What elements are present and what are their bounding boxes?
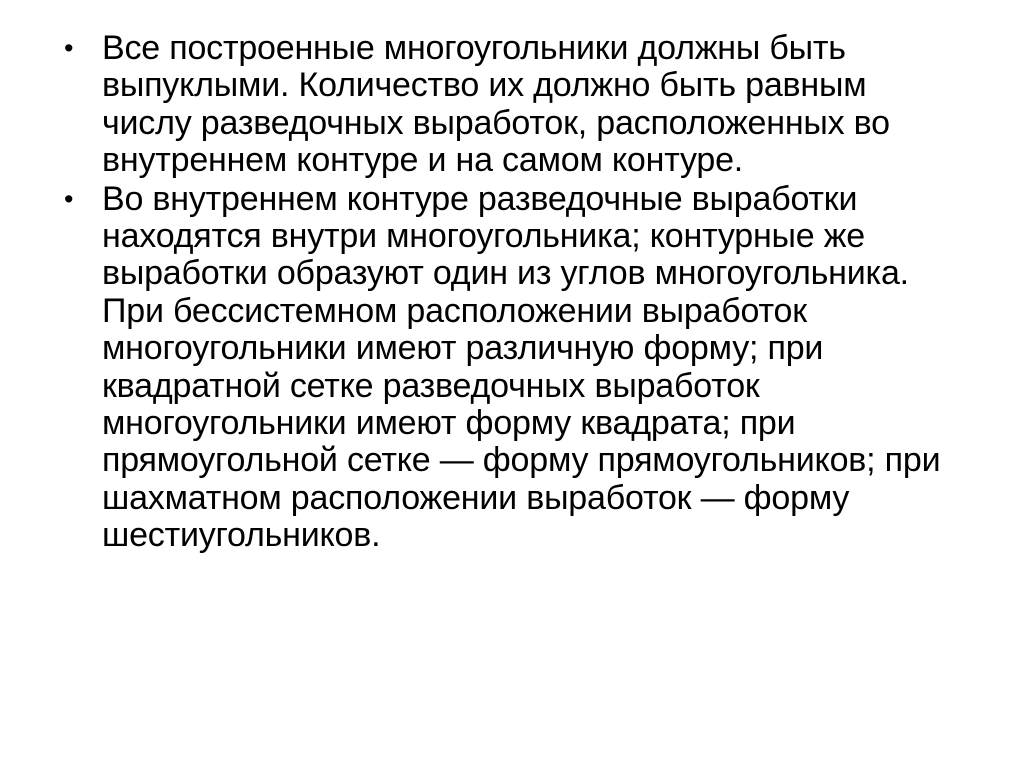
bullet-marker-icon: •: [64, 183, 74, 214]
bullet-marker-icon: •: [64, 33, 74, 63]
bullet-text: Во внутреннем контуре разведочные выработки находятся внутри многоугольника; контурные же выработки образуют один из углов многоугольника. При бессистемном расположении выработок многоугольники имеют различную форму; при квадратной сетке разведочных выработок многоугольники имеют форму квадрата; при прямоугольной сетке — форму прямоугольников; при шахматном расположении выработок — форму шестиугольников.: [102, 179, 941, 555]
bullet-item: [62, 30, 968, 180]
bullet-text: Все построенные многоугольники должны быть выпуклыми. Количество их должно быть равным числу разведочных выработок, расположенных во внутреннем контуре и на самом контуре.: [102, 29, 890, 180]
bullet-list: [62, 30, 968, 555]
bullet-item: [62, 181, 968, 555]
